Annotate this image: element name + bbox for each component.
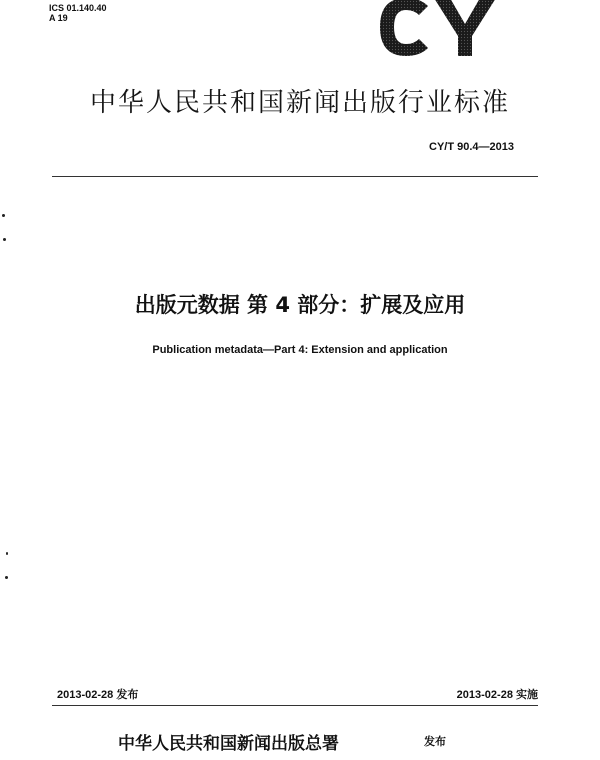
top-divider (52, 176, 538, 177)
implementation-date: 2013-02-28 实施 (456, 689, 538, 701)
scan-speck (3, 238, 6, 241)
org-title: 中华人民共和国新闻出版行业标准 (89, 88, 510, 118)
scan-speck (2, 214, 5, 217)
issuing-authority: 中华人民共和国新闻出版总署 (118, 734, 339, 754)
issue-date: 2013-02-28 发布 (57, 689, 139, 701)
standard-number: CY/T 90.4—2013 (429, 141, 514, 153)
document-title-chinese: 出版元数据 第 4 部分：扩展及应用 (134, 293, 466, 317)
scan-speck (5, 576, 8, 579)
scan-speck (6, 552, 8, 555)
ics-code: ICS 01.140.40 (49, 3, 107, 13)
document-title-english: Publication metadata—Part 4: Extension and application (152, 344, 448, 356)
cy-logo (370, 0, 500, 58)
bottom-divider (52, 705, 538, 706)
classification-code: A 19 (49, 13, 68, 23)
issued-by-label: 发布 (424, 735, 446, 748)
